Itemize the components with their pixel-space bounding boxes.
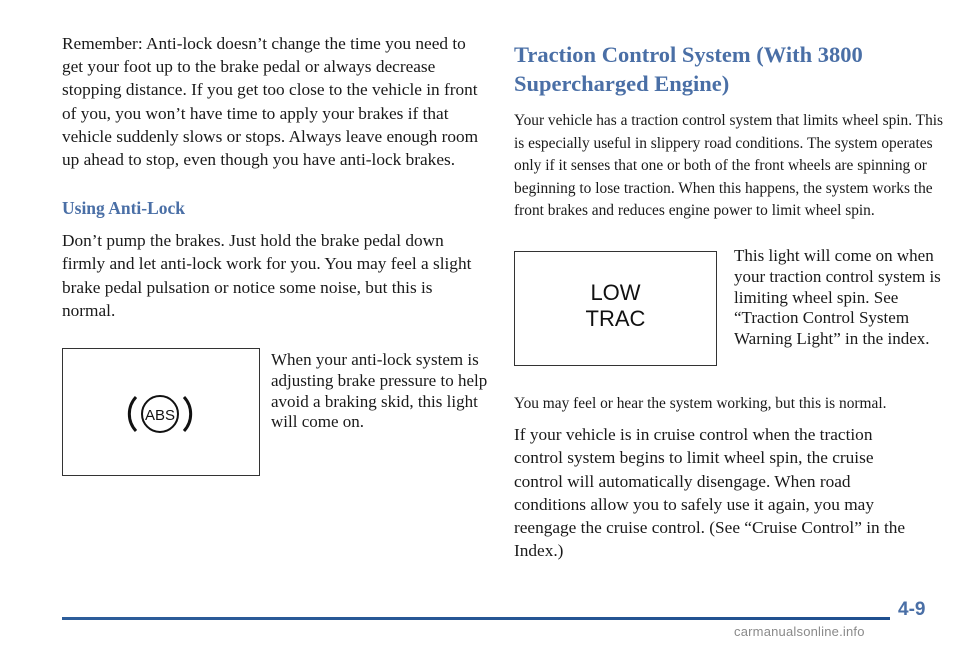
anti-lock-reminder-paragraph: Remember: Anti-lock doesn’t change the time you need to get your foot up to the brake pedal or always decrease stopping distance. If you get too close to the vehicle in front of you, you won’t have time to apply your brakes if that vehicle suddenly slows or stops. Always leave enough room up ahead to stop, even though you have anti-lock brakes. — [62, 34, 479, 170]
using-anti-lock-paragraph: Don’t pump the brakes. Just hold the brake pedal down firmly and let anti-lock work for you. You may feel a slight brake pedal pulsation or notice some noise, but this is normal. — [62, 231, 472, 320]
feel-or-hear-note: You may feel or hear the system working, but this is normal. — [514, 394, 887, 412]
traction-control-heading: Traction Control System (With 3800 Supercharged Engine) — [514, 42, 863, 96]
low-trac-line2: TRAC — [585, 305, 646, 331]
low-trac-light-icon — [515, 280, 716, 332]
using-anti-lock-heading: Using Anti-Lock — [62, 198, 186, 219]
abs-light-frame — [62, 348, 260, 476]
left-column — [62, 32, 490, 488]
low-trac-figure-row — [514, 245, 944, 369]
right-column — [514, 40, 944, 562]
cruise-control-paragraph: If your vehicle is in cruise control when the traction control system begins to limit wheel spin, the cruise control will automatically disengage. When road conditions allow you to safely use it again, you may reengage the cruise control. (See “Cruise Control” in the Index.) — [514, 425, 906, 561]
traction-control-intro: Your vehicle has a traction control system that limits wheel spin. This is especially useful in slippery road conditions. The system operates only if it senses that one or both of the front wheels are spinning or beginning to lose traction. When this happens, the system works the front brakes and reduces engine power to limit wheel spin. — [514, 112, 944, 220]
abs-icon-label: ABS — [144, 407, 176, 425]
watermark-text: carmanualsonline.info — [734, 624, 865, 639]
low-trac-light-frame — [514, 251, 717, 366]
low-trac-caption: This light will come on when your traction control system is limiting wheel spin. See “Traction Control System Warning Light” in the index. — [734, 245, 941, 349]
abs-figure-row — [62, 348, 490, 488]
abs-warning-icon — [124, 388, 196, 440]
footer-rule — [62, 617, 890, 620]
page-number: 4-9 — [898, 599, 926, 620]
low-trac-line1: LOW — [590, 279, 641, 305]
abs-light-caption: When your anti-lock system is adjusting brake pressure to help avoid a braking skid, this light will come on. — [271, 350, 488, 432]
